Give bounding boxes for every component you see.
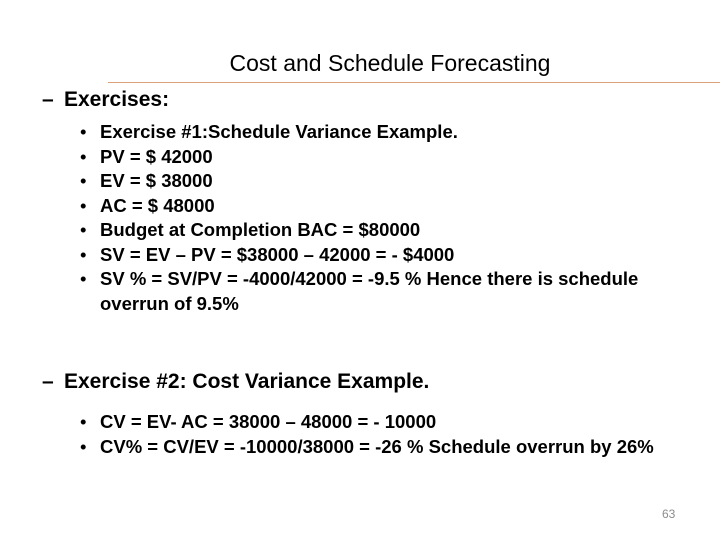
bullet-icon: • [80, 145, 87, 167]
list-item-text: Exercise #1:Schedule Variance Example. [100, 121, 458, 142]
list-item [80, 410, 690, 435]
list-item [80, 169, 710, 194]
bullet-icon: • [80, 411, 87, 432]
bullet-icon: • [80, 194, 87, 216]
bullet-icon: • [80, 243, 87, 265]
title-divider [108, 82, 720, 83]
list-item [80, 267, 710, 316]
dash-marker: – [42, 88, 54, 111]
bullet-icon: • [80, 170, 87, 191]
list-item [80, 218, 710, 243]
list-item-text: PV = $ 42000 [100, 145, 213, 167]
bullet-icon: • [80, 268, 87, 289]
section-heading-exercise-2 [42, 370, 429, 394]
page-number: 63 [662, 507, 676, 521]
list-item-text: SV = EV – PV = $38000 – 42000 = - $4000 [100, 243, 455, 265]
list-item-text: SV % = SV/PV = -4000/42000 = -9.5 % Hence there is schedule overrun of 9.5% [100, 268, 639, 314]
bullet-icon: • [80, 219, 87, 240]
bullet-icon: • [80, 435, 87, 457]
list-item [80, 145, 710, 170]
list-item [80, 243, 710, 268]
list-item-text: AC = $ 48000 [100, 194, 215, 216]
section-heading-text: Exercises: [64, 88, 170, 111]
section-heading-exercises [42, 88, 169, 112]
dash-marker: – [42, 370, 54, 393]
list-item [80, 435, 690, 460]
exercise-2-list [80, 410, 690, 459]
bullet-icon: • [80, 121, 87, 142]
list-item [80, 194, 710, 219]
exercise-1-list [80, 120, 710, 316]
list-item [80, 120, 710, 145]
list-item-text: CV = EV- AC = 38000 – 48000 = - 10000 [100, 411, 437, 432]
slide-title: Cost and Schedule Forecasting [229, 50, 551, 76]
list-item-text: EV = $ 38000 [100, 170, 213, 191]
list-item-text: CV% = CV/EV = -10000/38000 = -26 % Schedule overrun by 26% [100, 435, 654, 457]
section-heading-text: Exercise #2: Cost Variance Example. [64, 370, 430, 393]
list-item-text: Budget at Completion BAC = $80000 [100, 219, 421, 240]
